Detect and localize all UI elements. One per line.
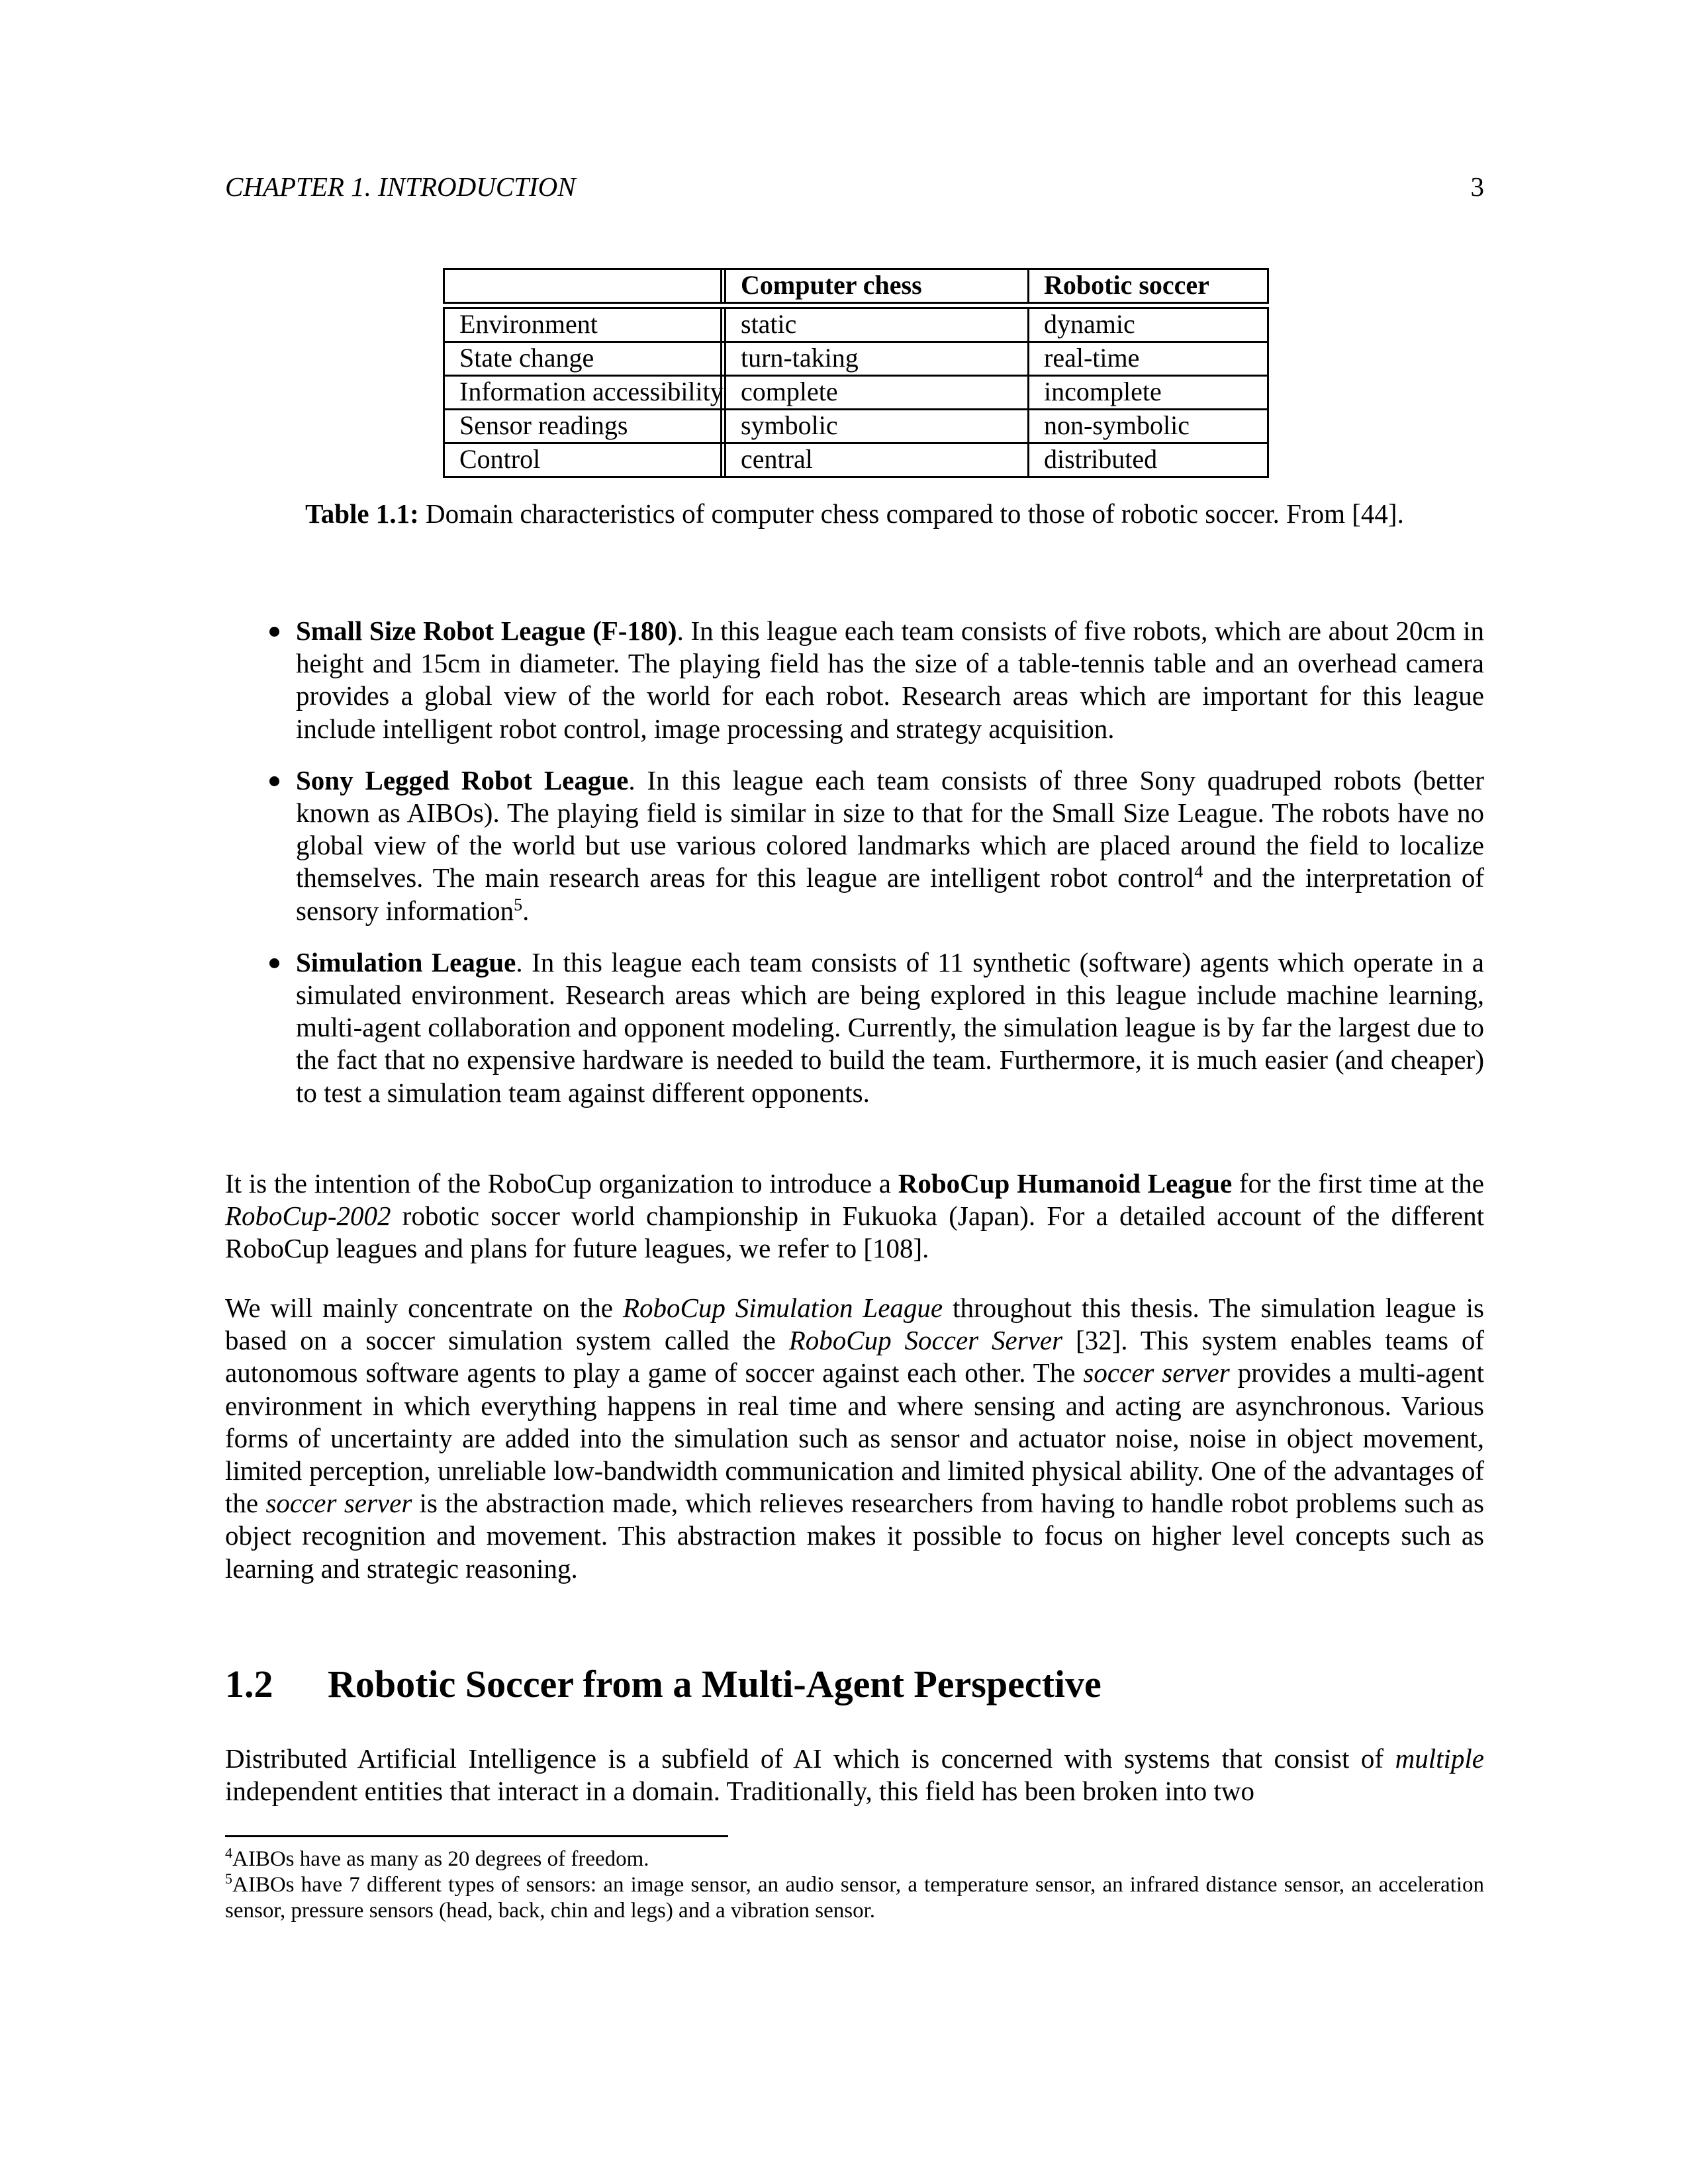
table-cell-label: Sensor readings — [445, 410, 726, 442]
section-number: 1.2 — [225, 1662, 273, 1706]
italic-term: RoboCup-2002 — [225, 1201, 391, 1232]
section-heading — [225, 1661, 1484, 1707]
list-item-simulation-league — [296, 946, 1484, 1109]
caption-text: Domain characteristics of computer chess compared to those of robotic soccer. From [44]. — [418, 498, 1404, 529]
table-header-row — [443, 268, 1269, 304]
table-caption — [225, 498, 1484, 530]
league-name: Simulation League — [296, 946, 516, 978]
text-run: robotic soccer world championship in Fukuoka (Japan). For a detailed account of the different RoboCup leagues and plans for future leagues, we refer to [108]. — [225, 1201, 1484, 1264]
league-name: Small Size Robot League (F-180) — [296, 615, 677, 646]
table-header-cell: Computer chess — [726, 270, 1029, 302]
table-cell: non-symbolic — [1044, 410, 1190, 440]
table-cell: real-time — [1044, 343, 1140, 373]
caption-label: Table 1.1: — [305, 498, 419, 529]
text-run: [32]. This system enables teams of autonomous software agents to play a game of soccer against each other. The — [225, 1325, 1484, 1388]
league-name: Sony Legged Robot League — [296, 764, 629, 796]
text-run: provides a multi-agent environment in which everything happens in real time and where sensing and acting are asynchronous. Various forms of uncertainty are added into the simulation such as sensor and actuator noise, noise in object movement, limited perception, unreliable low-bandwidth communication and limited physical ability. One of the advantages of the — [225, 1357, 1484, 1519]
table-cell: turn-taking — [726, 343, 1029, 375]
table-row — [443, 410, 1269, 444]
text-run: independent entities that interact in a domain. Traditionally, this field has been broken into two — [225, 1776, 1255, 1807]
league-description: . In this league each team consists of five robots, which are about 20cm in height and 15cm in diameter. The playing field has the size of a table-tennis table and an overhead camera provides a global view of the world for each robot. Research areas which are important for this league include intelligent robot control, image processing and strategy acquisition. — [296, 615, 1484, 744]
footnote-mark: 5 — [225, 1870, 232, 1887]
text-run: is the abstraction made, which relieves researchers from having to handle robot problems such as object recognition and movement. This abstraction makes it possible to focus on higher level concepts such as learning and strategic reasoning. — [225, 1488, 1484, 1584]
table-cell: distributed — [1044, 444, 1158, 474]
table-row — [443, 377, 1269, 410]
league-description: . In this league each team consists of three Sony quadruped robots (better known as AIBOs). The playing field is similar in size to that for the Small Size League. The robots have no global view of the world but use various colored landmarks which are placed around the field to localize themselves. The main research areas for this league are intelligent robot control — [296, 764, 1484, 893]
table-cell: complete — [726, 377, 1029, 408]
table-cell: dynamic — [1044, 309, 1135, 339]
table-cell-label: State change — [445, 343, 726, 375]
table-cell: static — [726, 309, 1029, 341]
text-run: We will mainly concentrate on the — [225, 1293, 623, 1323]
section-title: Robotic Soccer from a Multi-Agent Perspective — [328, 1662, 1102, 1706]
table-header-cell — [445, 270, 726, 302]
table-cell: incomplete — [1044, 377, 1162, 406]
league-description-end: . — [522, 895, 530, 926]
italic-term: RoboCup Simulation League — [622, 1293, 943, 1323]
running-title: CHAPTER 1. INTRODUCTION — [225, 171, 576, 202]
footnotes — [225, 1846, 1484, 1924]
comparison-table — [443, 268, 1269, 478]
table-cell-label: Information accessibility — [445, 377, 726, 408]
bullet-icon — [269, 627, 279, 637]
italic-term: multiple — [1395, 1743, 1484, 1774]
paragraph-simulation-league — [225, 1292, 1484, 1585]
table-cell-label: Environment — [445, 309, 726, 341]
table-cell: symbolic — [726, 410, 1029, 442]
footnote-mark: 4 — [225, 1844, 232, 1861]
italic-term: soccer server — [1083, 1357, 1230, 1388]
table-cell-label: Control — [445, 444, 726, 476]
running-header — [225, 171, 1484, 204]
text-run: throughout this thesis. The simulation league is based on a soccer simulation system called the — [225, 1293, 1485, 1356]
italic-term: RoboCup Soccer Server — [788, 1325, 1063, 1356]
paragraph-dai — [225, 1743, 1484, 1807]
table-row — [443, 444, 1269, 478]
footnote-text: AIBOs have as many as 20 degrees of freedom. — [232, 1847, 649, 1871]
footnote-4 — [225, 1846, 1484, 1872]
text-run: for the first time at the — [1232, 1168, 1485, 1199]
table-header-cell: Robotic soccer — [1044, 270, 1209, 300]
italic-term: soccer server — [265, 1488, 412, 1519]
table-cell: central — [726, 444, 1029, 476]
page-number: 3 — [1470, 171, 1484, 202]
footnote-ref-5[interactable]: 5 — [514, 894, 523, 914]
bold-term: RoboCup Humanoid League — [898, 1168, 1233, 1199]
table-row — [443, 343, 1269, 377]
bullet-icon — [269, 776, 279, 786]
footnote-5 — [225, 1872, 1484, 1924]
league-description-cont: and the interpretation of sensory information — [296, 862, 1485, 926]
list-item-sony-legged-league — [296, 764, 1484, 927]
footnote-text: AIBOs have 7 different types of sensors: an image sensor, an audio sensor, a temperature sensor, an infrared distance sensor, an acceleration sensor, pressure sensors (head, back, chin and legs) and a vibration sensor. — [225, 1873, 1484, 1923]
paragraph-humanoid-league — [225, 1167, 1484, 1265]
list-item-small-size-league — [296, 615, 1484, 745]
table-row — [443, 307, 1269, 343]
text-run: Distributed Artificial Intelligence is a subfield of AI which is concerned with systems that consist of — [225, 1743, 1395, 1774]
league-list — [296, 615, 1484, 1128]
footnote-ref-4[interactable]: 4 — [1194, 862, 1203, 882]
footnote-divider — [225, 1835, 728, 1837]
text-run: It is the intention of the RoboCup organization to introduce a — [225, 1168, 898, 1199]
league-description: . In this league each team consists of 11 synthetic (software) agents which operate in a simulated environment. Research areas which are being explored in this league include machine learning, multi-agent collaboration and opponent modeling. Currently, the simulation league is by far the largest due to the fact that no expensive hardware is needed to build the team. Furthermore, it is much easier (and cheaper) to test a simulation team against different opponents. — [296, 946, 1484, 1108]
bullet-icon — [269, 958, 279, 968]
